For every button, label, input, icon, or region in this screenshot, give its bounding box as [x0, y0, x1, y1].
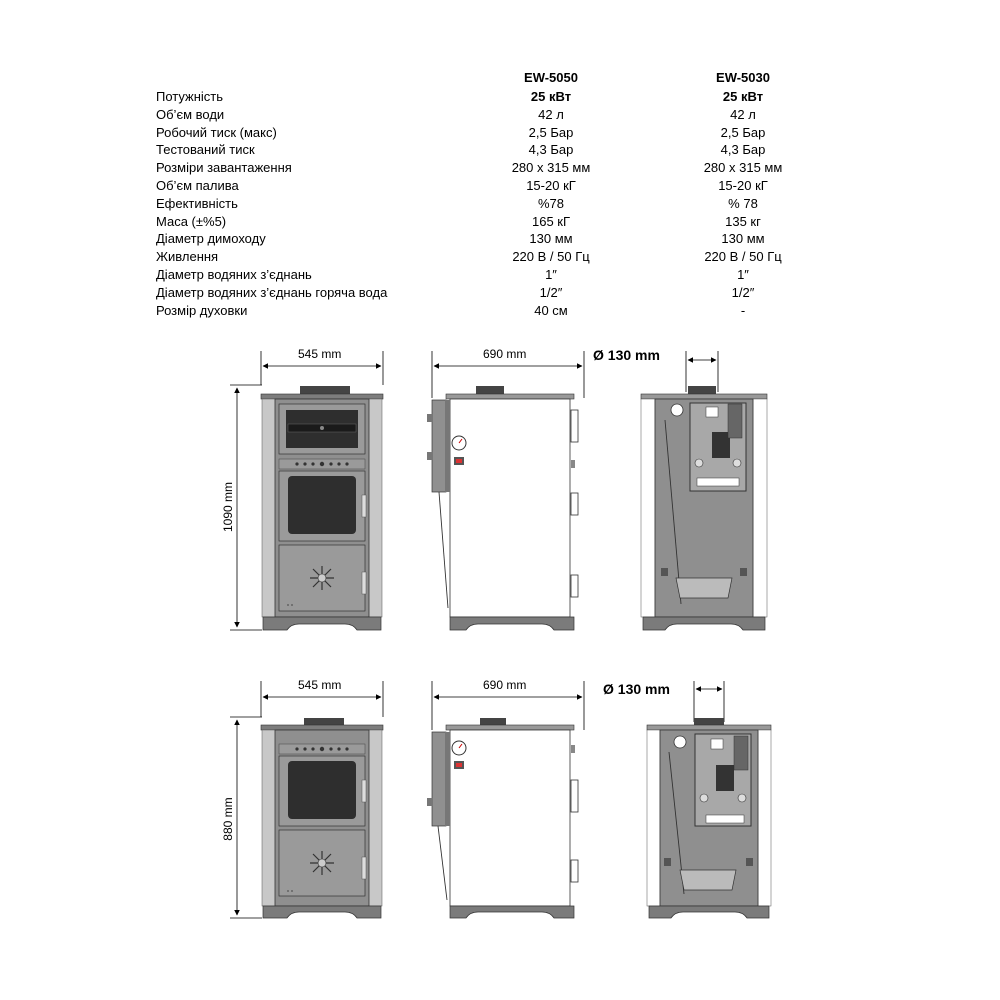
depth-label-bottom: 690 mm [483, 678, 527, 692]
spec-value-ew5050: 220 В / 50 Гц [512, 249, 590, 265]
spec-value-ew5050: 1″ [545, 267, 557, 282]
spec-value-ew5050: 40 см [534, 302, 568, 318]
spec-value-ew5030: 25 кВт [722, 89, 764, 104]
spec-value-ew5030: - [740, 302, 746, 318]
spec-value-ew5030: 280 x 315 мм [703, 160, 783, 176]
spec-label: Маса (±%5) [156, 213, 227, 229]
spec-label: Розміри завантаження [156, 160, 292, 176]
spec-value-ew5030: % 78 [728, 195, 758, 211]
front-view-tall [230, 351, 383, 630]
spec-label: Об’єм води [156, 106, 225, 122]
front-view-short [230, 681, 383, 918]
spec-value-ew5030: 135 кг [725, 213, 761, 229]
rear-view-tall [641, 351, 767, 630]
spec-label: Потужність [156, 89, 224, 104]
depth-label-top: 690 mm [483, 347, 527, 361]
width-label-top: 545 mm [298, 347, 342, 361]
spec-value-ew5050: 2,5 Бар [528, 124, 574, 140]
spec-value-ew5030: 1/2″ [731, 284, 755, 300]
spec-value-ew5030: 2,5 Бар [720, 124, 766, 140]
side-view-tall [427, 351, 584, 630]
spec-label: Робочий тиск (макс) [156, 124, 277, 140]
spec-value-ew5050: 130 мм [529, 231, 573, 247]
spec-value-ew5050: %78 [537, 195, 565, 211]
spec-value-ew5030: 4,3 Бар [720, 142, 766, 158]
height-label-bottom: 880 mm [221, 797, 235, 841]
spec-value-ew5030: 15-20 кГ [718, 178, 768, 193]
spec-value-ew5030: 1″ [737, 267, 749, 282]
flue-diameter-label-top: Ø 130 mm [593, 347, 660, 363]
spec-value-ew5050: 4,3 Бар [528, 142, 574, 158]
spec-value-ew5050: 42 л [538, 106, 564, 122]
spec-value-ew5030: 130 мм [721, 231, 765, 247]
spec-label: Об’єм палива [156, 178, 239, 193]
model-header-ew5050: EW-5050 [524, 70, 578, 85]
flue-diameter-label-bottom: Ø 130 mm [603, 681, 670, 697]
side-view-short [427, 681, 584, 918]
width-label-bottom: 545 mm [298, 678, 342, 692]
spec-label: Живлення [156, 249, 219, 265]
spec-label: Тестований тиск [156, 142, 255, 158]
spec-label: Діаметр димоходу [156, 231, 266, 247]
spec-value-ew5050: 1/2″ [539, 284, 563, 300]
model-header-ew5030: EW-5030 [716, 70, 770, 85]
spec-value-ew5050: 25 кВт [530, 89, 572, 104]
rear-view-short [647, 681, 771, 918]
spec-label: Діаметр водяних з’єднань горяча вода [156, 284, 388, 300]
spec-value-ew5030: 42 л [730, 106, 756, 122]
spec-label: Розмір духовки [156, 302, 248, 318]
spec-value-ew5050: 165 кГ [531, 213, 571, 229]
spec-value-ew5050: 15-20 кГ [526, 178, 576, 193]
height-label-top: 1090 mm [221, 481, 235, 533]
spec-value-ew5050: 280 x 315 мм [511, 160, 591, 176]
spec-label: Діаметр водяних з’єднань [156, 267, 312, 282]
spec-value-ew5030: 220 В / 50 Гц [704, 249, 782, 265]
spec-label: Ефективність [156, 195, 238, 211]
